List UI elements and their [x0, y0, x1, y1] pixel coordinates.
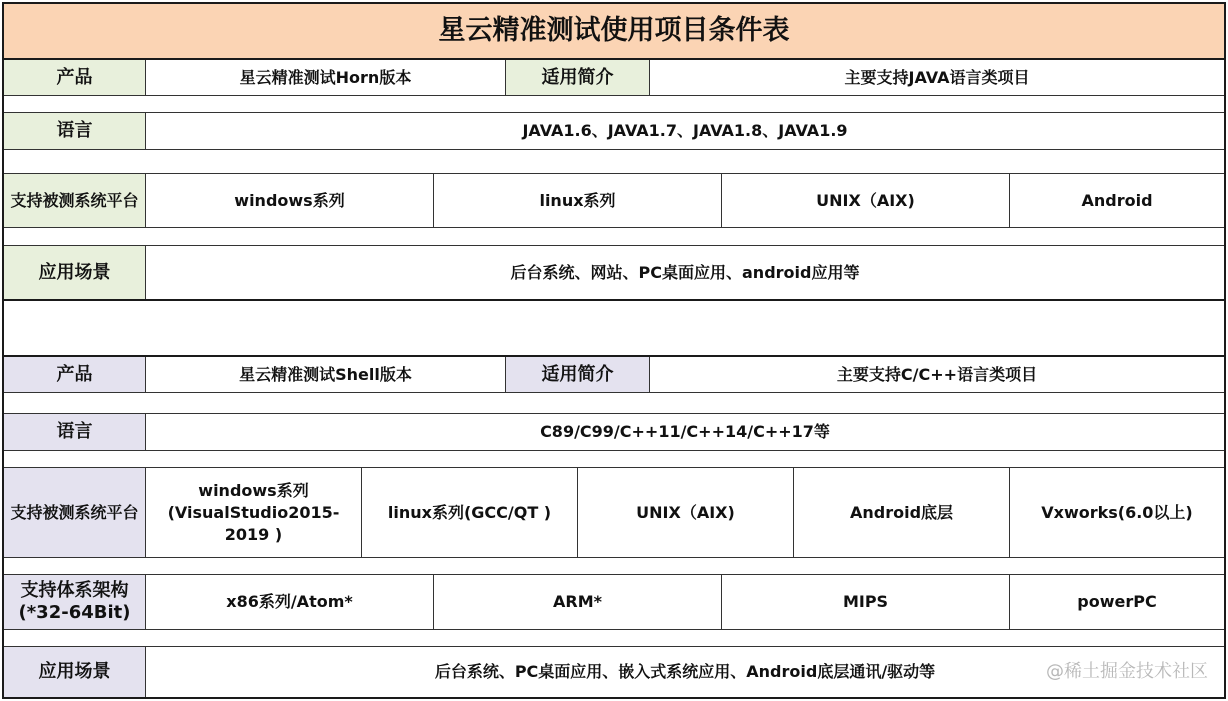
shell-language-row	[4, 414, 1224, 451]
conditions-table	[2, 2, 1226, 699]
watermark: @稀土掘金技术社区	[1046, 661, 1208, 682]
title-row	[4, 4, 1224, 60]
horn-scene-value: 后台系统、网站、PC桌面应用、android应用等	[510, 262, 860, 282]
platform-line: (VisualStudio2015-2019 )	[167, 502, 340, 544]
gap-row	[4, 393, 1224, 414]
horn-intro-label: 适用简介	[506, 60, 650, 95]
shell-platform-item: UNIX（AIX)	[578, 468, 794, 557]
horn-language-value: JAVA1.6、JAVA1.7、JAVA1.8、JAVA1.9	[522, 121, 848, 140]
horn-platform-label: 支持被测系统平台	[4, 174, 146, 227]
shell-intro-value: 主要支持C/C++语言类项目	[836, 364, 1038, 384]
shell-arch-item: MIPS	[722, 575, 1010, 629]
horn-scene-row	[4, 246, 1224, 301]
shell-product-row	[4, 357, 1224, 393]
horn-product-row	[4, 60, 1224, 96]
arch-label-line: (*32-64Bit)	[18, 602, 131, 623]
gap-row	[4, 96, 1224, 113]
shell-platform-item	[146, 468, 362, 557]
arch-label-line: 支持体系架构	[20, 580, 129, 601]
shell-language-value: C89/C99/C++11/C++14/C++17等	[540, 422, 830, 441]
horn-platform-item: UNIX（AIX)	[722, 174, 1010, 227]
gap-row	[4, 150, 1224, 174]
horn-platform-row	[4, 174, 1224, 228]
shell-platform-row	[4, 468, 1224, 558]
shell-platform-item: Android底层	[794, 468, 1010, 557]
shell-scene-row	[4, 647, 1224, 697]
horn-intro-value: 主要支持JAVA语言类项目	[844, 67, 1030, 87]
shell-arch-row	[4, 575, 1224, 630]
gap-row	[4, 558, 1224, 575]
shell-intro-label: 适用简介	[506, 357, 650, 392]
horn-platform-item: linux系列	[434, 174, 722, 227]
section-gap	[4, 301, 1224, 357]
platform-line: windows系列	[198, 480, 309, 500]
gap-row	[4, 228, 1224, 246]
horn-platform-item: Android	[1081, 190, 1153, 210]
horn-language-label: 语言	[4, 113, 146, 149]
gap-row	[4, 451, 1224, 468]
shell-product-value: 星云精准测试Shell版本	[146, 357, 506, 392]
shell-scene-value: 后台系统、PC桌面应用、嵌入式系统应用、Android底层通讯/驱动等	[434, 662, 936, 681]
horn-platform-item: windows系列	[146, 174, 434, 227]
shell-arch-item: powerPC	[1077, 592, 1157, 611]
shell-platform-item: linux系列(GCC/QT )	[362, 468, 578, 557]
shell-platform-label: 支持被测系统平台	[4, 468, 146, 557]
shell-product-label: 产品	[4, 357, 146, 392]
horn-product-label: 产品	[4, 60, 146, 95]
horn-product-value: 星云精准测试Horn版本	[146, 60, 506, 95]
table-title: 星云精准测试使用项目条件表	[4, 4, 1224, 58]
shell-platform-item: Vxworks(6.0以上)	[1041, 502, 1193, 522]
shell-arch-item: x86系列/Atom*	[146, 575, 434, 629]
shell-scene-label: 应用场景	[4, 647, 146, 697]
gap-row	[4, 630, 1224, 647]
shell-language-label: 语言	[4, 414, 146, 450]
horn-language-row	[4, 113, 1224, 150]
shell-arch-label	[4, 575, 146, 629]
horn-scene-label: 应用场景	[4, 246, 146, 299]
shell-arch-item: ARM*	[434, 575, 722, 629]
